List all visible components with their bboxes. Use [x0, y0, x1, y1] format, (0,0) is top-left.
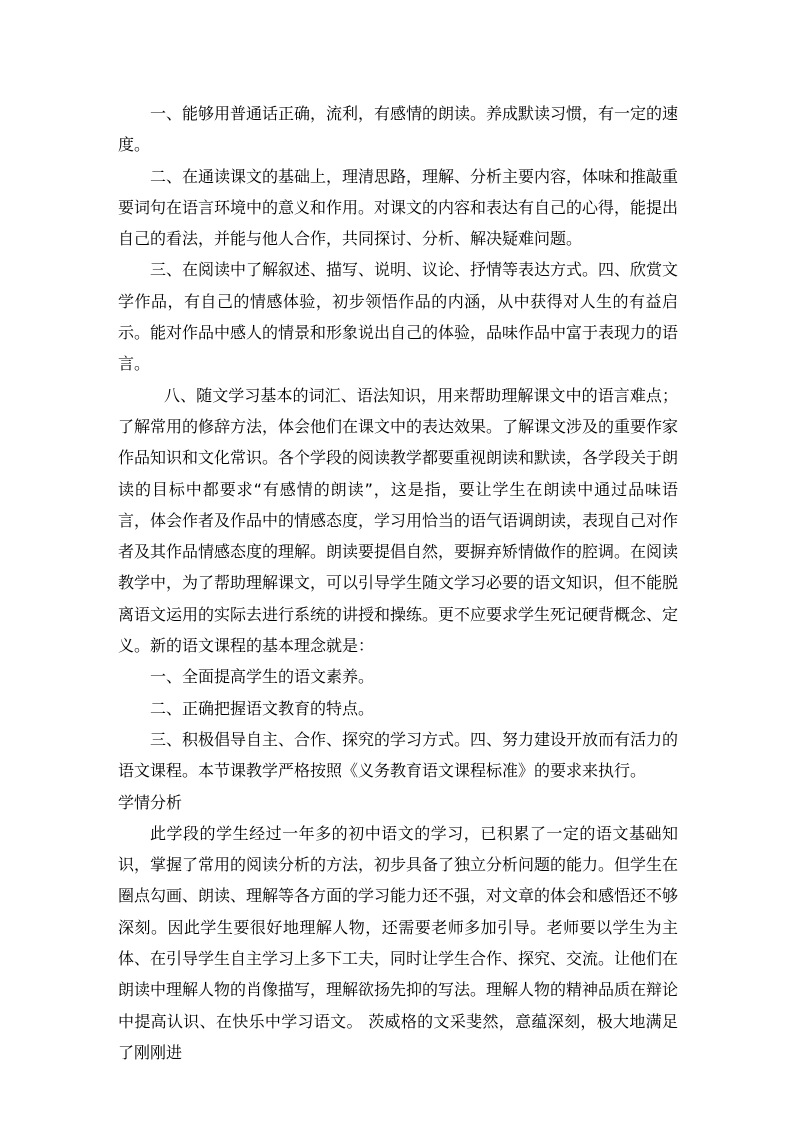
paragraph-learner-analysis: 此学段的学生经过一年多的初中语文的学习，已积累了一定的语文基础知识，掌握了常用的阅读分析的方法，初步具备了独立分析问题的能力。但学生在圈点勾画、朗读、理解等各方面的学习能力还不强，对文章的体会和感悟还不够深刻。因此学生要很好地理解人物，还需要老师多加引导。老师要以学生为主体、在引导学生自主学习上多下工夫，同时让学生合作、探究、交流。让他们在朗读中理解人物的肖像描写，理解欲扬先抑的写法。理解人物的精神品质在辩论中提高认识、在快乐中学习语文。 茨威格的文采斐然，意蕴深刻，极大地满足了刚刚进	[118, 823, 679, 1062]
paragraph-concept-2: 二、正确把握语文教育的特点。	[150, 698, 375, 718]
paragraph-objective-1: 一、能够用普通话正确，流利，有感情的朗读。养成默读习惯，有一定的速度。	[118, 104, 679, 155]
paragraph-concept-3: 三、积极倡导自主、合作、探究的学习方式。四、努力建设开放而有活力的语文课程。本节课教学严格按照《义务教育语文课程标准》的要求来执行。	[118, 729, 679, 781]
section-heading-learner-analysis: 学情分析	[118, 792, 183, 812]
paragraph-concept-1: 一、全面提高学生的语文素养。	[150, 667, 375, 687]
paragraph-objective-2: 二、在通读课文的基础上，理清思路，理解、分析主要内容，体味和推敲重要词句在语言环境中的意义和作用。对课文的内容和表达有自己的心得，能提出自己的看法，并能与他人合作，共同探讨、分析、解决疑难问题。	[118, 166, 679, 249]
document-body	[118, 98, 678, 1068]
paragraph-objective-8: 八、随文学习基本的词汇、语法知识，用来帮助理解课文中的语言难点；了解常用的修辞方法，体会他们在课文中的表达效果。了解课文涉及的重要作家作品知识和文化常识。各个学段的阅读教学都要重视朗读和默读，各学段关于朗读的目标中都要求“有感情的朗读”，这是指，要让学生在朗读中通过品味语言，体会作者及作品中的情感态度，学习用恰当的语气语调朗读，表现自己对作者及其作品情感态度的理解。朗读要提倡自然，要摒弃矫情做作的腔调。在阅读教学中，为了帮助理解课文，可以引导学生随文学习必要的语文知识，但不能脱离语文运用的实际去进行系统的讲授和操练。更不应要求学生死记硬背概念、定义。新的语文课程的基本理念就是：	[118, 385, 679, 656]
paragraph-objective-3: 三、在阅读中了解叙述、描写、说明、议论、抒情等表达方式。四、欣赏文学作品，有自己的情感体验，初步领悟作品的内涵，从中获得对人生的有益启示。能对作品中感人的情景和形象说出自己的体验，品味作品中富于表现力的语言。	[118, 260, 679, 374]
